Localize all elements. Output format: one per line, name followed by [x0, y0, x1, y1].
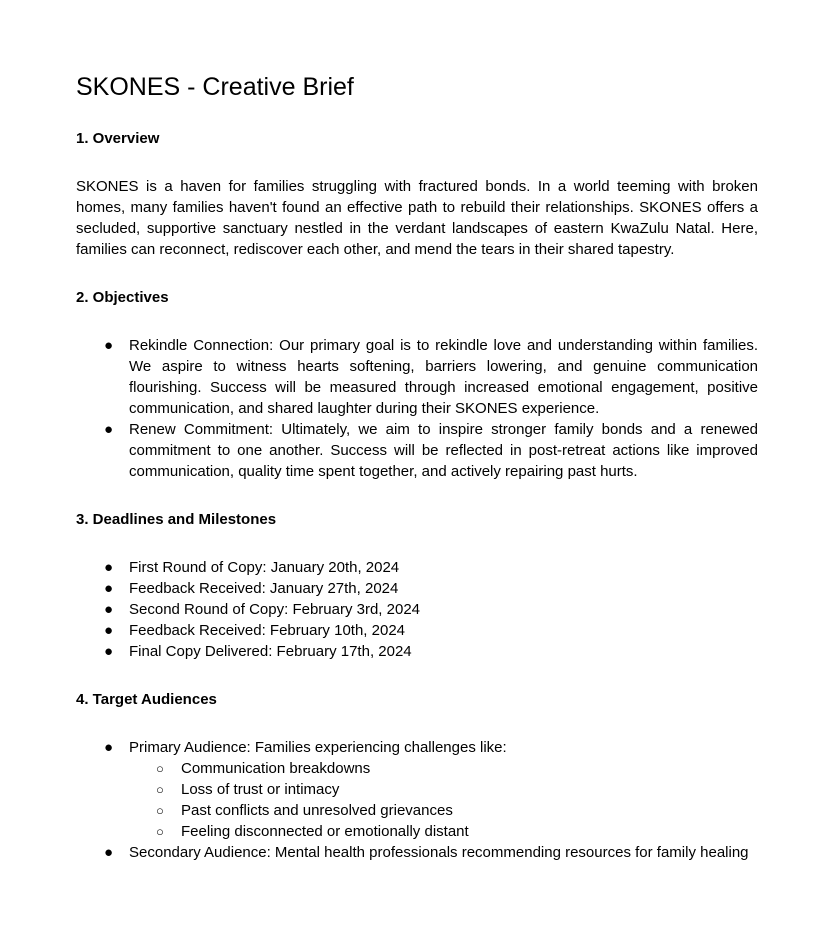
list-item	[76, 419, 758, 482]
objectives-list	[76, 335, 758, 482]
list-item	[129, 800, 758, 821]
document-page	[76, 70, 758, 863]
bullet-icon: ●	[104, 559, 114, 576]
list-item	[76, 641, 758, 662]
bullet-icon: ●	[104, 421, 114, 438]
list-item	[76, 557, 758, 578]
subbullet-icon: ○	[156, 803, 164, 818]
section-heading-deadlines: 3. Deadlines and Milestones	[76, 511, 277, 528]
section-heading-objectives: 2. Objectives	[76, 289, 169, 306]
challenge-text: Loss of trust or intimacy	[181, 781, 340, 798]
list-item	[129, 821, 758, 842]
bullet-icon: ●	[104, 622, 114, 639]
challenge-text: Communication breakdowns	[181, 760, 371, 777]
challenge-text: Past conflicts and unresolved grievances	[181, 802, 453, 819]
challenge-text: Feeling disconnected or emotionally distant	[181, 823, 469, 840]
subbullet-icon: ○	[156, 824, 164, 839]
list-item-primary-audience	[76, 737, 758, 842]
list-item-secondary-audience	[76, 842, 758, 863]
section-heading-audiences: 4. Target Audiences	[76, 691, 217, 708]
list-item	[129, 758, 758, 779]
deadlines-list	[76, 557, 758, 662]
list-item	[76, 599, 758, 620]
bullet-icon: ●	[104, 601, 114, 618]
bullet-icon: ●	[104, 580, 114, 597]
objective-text: Renew Commitment: Ultimately, we aim to inspire stronger family bonds and a renewed commitment to one another. Success will be reflected in post-retreat actions like improved communication, quality time spent together, and actively repairing past hurts.	[129, 421, 758, 480]
bullet-icon: ●	[104, 337, 114, 354]
section-heading-overview: 1. Overview	[76, 130, 160, 147]
list-item	[76, 578, 758, 599]
objective-text: Rekindle Connection: Our primary goal is to rekindle love and understanding within families. We aspire to witness hearts softening, barriers lowering, and genuine communication flourishing. Success will be measured through increased emotional engagement, positive communication, and shared laughter during their SKONES experience.	[129, 337, 758, 417]
milestone-text: Feedback Received: February 10th, 2024	[129, 622, 405, 639]
subbullet-icon: ○	[156, 782, 164, 797]
bullet-icon: ●	[104, 643, 114, 660]
primary-audience-sublist	[129, 758, 758, 842]
document-title: SKONES - Creative Brief	[76, 73, 354, 101]
milestone-text: First Round of Copy: January 20th, 2024	[129, 559, 400, 576]
overview-paragraph: SKONES is a haven for families struggling with fractured bonds. In a world teeming with broken homes, many families haven't found an effective path to rebuild their relationships. SKONES offers a secluded, supportive sanctuary nestled in the verdant landscapes of eastern KwaZulu Natal. Here, families can reconnect, rediscover each other, and mend the tears in their shared tapestry.	[76, 178, 758, 258]
audiences-list	[76, 737, 758, 863]
bullet-icon: ●	[104, 844, 114, 861]
subbullet-icon: ○	[156, 761, 164, 776]
milestone-text: Feedback Received: January 27th, 2024	[129, 580, 399, 597]
secondary-audience-label: Secondary Audience: Mental health professionals recommending resources for family healing	[129, 844, 749, 861]
primary-audience-label: Primary Audience: Families experiencing challenges like:	[129, 739, 507, 756]
list-item	[76, 620, 758, 641]
list-item	[129, 779, 758, 800]
bullet-icon: ●	[104, 739, 114, 756]
list-item	[76, 335, 758, 419]
milestone-text: Second Round of Copy: February 3rd, 2024	[129, 601, 421, 618]
milestone-text: Final Copy Delivered: February 17th, 2024	[129, 643, 412, 660]
